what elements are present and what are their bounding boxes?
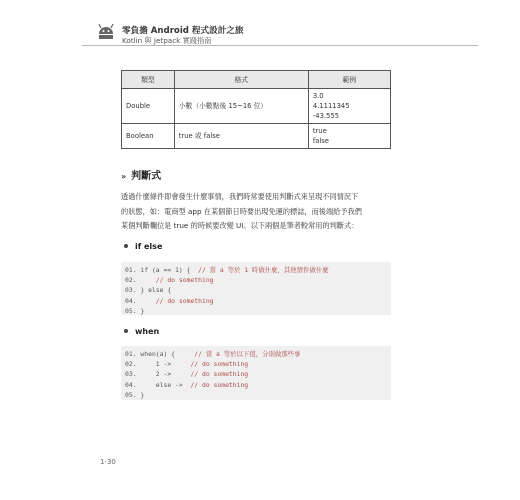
line-number: 02.	[125, 360, 137, 369]
code-text: }	[140, 390, 145, 399]
bullet-when	[124, 327, 159, 336]
code-block-if-else	[121, 262, 391, 315]
header-divider	[82, 45, 478, 46]
code-line	[125, 359, 387, 369]
example-value: false	[312, 137, 329, 145]
code-line	[125, 285, 387, 295]
code-comment: // do something	[190, 360, 249, 369]
code-line	[125, 380, 387, 390]
example-value: true	[312, 127, 327, 135]
table-cell-type: Boolean	[122, 124, 175, 149]
section-title: 判斷式	[131, 171, 162, 182]
bullet-dot-icon	[124, 329, 128, 333]
table-cell-examples	[308, 124, 390, 149]
line-number: 01.	[125, 266, 137, 274]
code-line	[125, 369, 387, 379]
example-value: 4.1111345	[312, 102, 350, 110]
body-paragraph	[121, 190, 395, 234]
data-type-table	[121, 70, 391, 149]
line-number: 05.	[125, 390, 137, 399]
code-comment: // do something	[155, 296, 214, 305]
table-header-row	[122, 71, 391, 89]
line-number: 03.	[125, 370, 137, 379]
code-text: 2 ->	[140, 370, 191, 379]
table-cell-format: 小數（小數點後 15~16 位）	[174, 89, 308, 124]
code-comment: // do something	[155, 276, 214, 285]
line-number: 04.	[125, 380, 137, 389]
example-value: -43.555	[312, 112, 340, 120]
code-text: } else {	[140, 286, 172, 295]
table-cell-type: Double	[122, 89, 175, 124]
table-row	[122, 89, 391, 124]
table-header-cell: 格式	[174, 71, 308, 89]
table-row	[122, 124, 391, 149]
line-number: 02.	[125, 276, 137, 285]
code-line	[125, 390, 387, 400]
paragraph-line: 某個判斷欄位是 true 的時候要改變 UI。以下兩個是筆者較常用的判斷式：	[121, 221, 359, 231]
code-block-when	[121, 346, 391, 400]
code-text: else ->	[140, 380, 191, 389]
double-chevron-icon: »	[121, 172, 127, 181]
bullet-label: when	[135, 327, 160, 336]
line-number: 03.	[125, 286, 137, 295]
book-subtitle: Kotlin 與 Jetpack 實踐指南	[122, 36, 212, 45]
code-text	[140, 276, 155, 284]
book-title: 零負擔 Android 程式設計之旅	[122, 26, 244, 36]
code-line	[125, 275, 387, 285]
line-number: 04.	[125, 296, 137, 305]
code-text	[140, 297, 155, 305]
bullet-if-else	[124, 242, 162, 251]
code-text: when(a) {	[140, 350, 195, 358]
example-value: 3.0	[312, 92, 324, 100]
android-logo-icon	[96, 22, 116, 40]
code-line	[125, 306, 387, 316]
paragraph-line: 的狀態，如：電商型 app 在某個節日時要出現免運的標誌，而後端給予我們	[121, 206, 362, 216]
code-text: }	[140, 306, 145, 315]
code-comment: // do something	[190, 370, 249, 379]
bullet-dot-icon	[124, 244, 128, 248]
code-text: 1 ->	[140, 360, 191, 369]
bullet-label: if else	[135, 242, 163, 251]
code-line	[125, 265, 387, 275]
table-header-cell: 範例	[308, 71, 390, 89]
code-line	[125, 349, 387, 359]
code-comment: // do something	[190, 380, 249, 389]
code-comment: // 當 a 等於 1 時做什麼，其他情件做什麼	[198, 266, 329, 274]
section-heading	[121, 167, 161, 182]
page-number: 1-30	[100, 458, 116, 466]
code-line	[125, 296, 387, 306]
code-text: if (a == 1) {	[140, 266, 199, 274]
table-header-cell: 類型	[122, 71, 175, 89]
line-number: 05.	[125, 306, 137, 315]
line-number: 01.	[125, 350, 137, 358]
code-comment: // 當 a 等於以下值，分別做那些事	[194, 350, 301, 358]
table-cell-examples	[308, 89, 390, 124]
paragraph-line: 透過什麼條件即會發生什麼事情，我們時常要使用判斷式來呈現不同情況下	[121, 192, 359, 201]
table-cell-format: true 或 false	[174, 124, 308, 149]
